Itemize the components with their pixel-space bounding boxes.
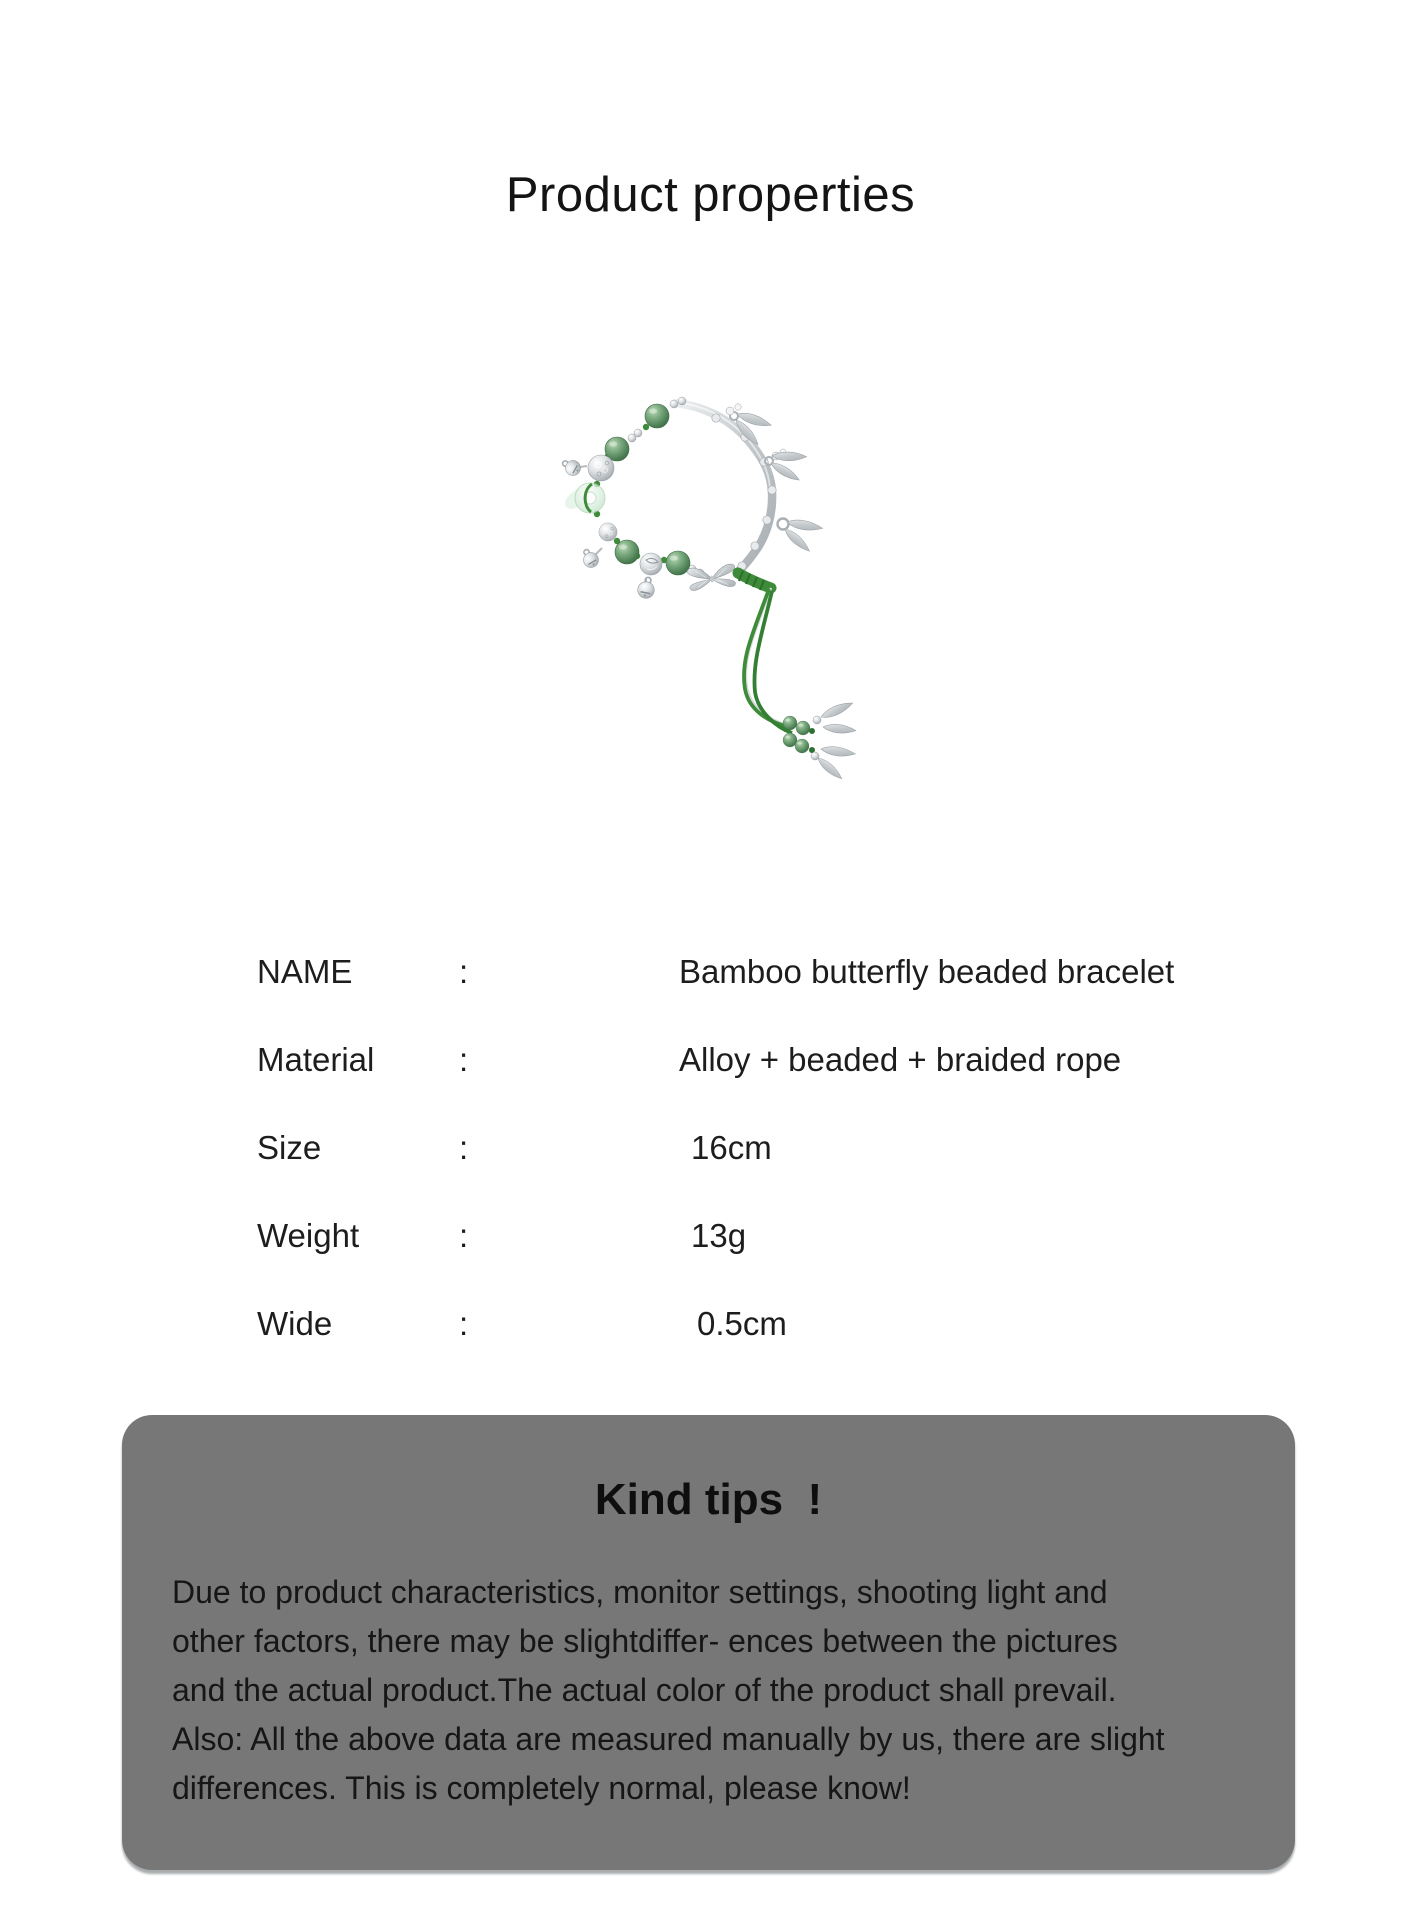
property-row xyxy=(257,1016,1237,1104)
property-row xyxy=(257,1280,1237,1368)
property-value: 16cm xyxy=(691,1129,772,1166)
tassel-end-beads-icon xyxy=(783,716,821,760)
bamboo-bar-icon xyxy=(676,402,776,573)
property-label: Size xyxy=(257,1129,322,1166)
property-separator: : xyxy=(459,1217,469,1254)
property-row xyxy=(257,1192,1237,1280)
property-row xyxy=(257,1104,1237,1192)
product-photo xyxy=(540,390,870,790)
property-row xyxy=(257,928,1237,1016)
kind-tips-line: differences. This is completely normal, please know! xyxy=(172,1770,911,1806)
kind-tips-text xyxy=(172,1568,1255,1813)
tassel xyxy=(738,571,856,782)
property-label: Material xyxy=(257,1041,375,1078)
filigree-ball-small-icon xyxy=(599,523,617,541)
kind-tips-line: Also: All the above data are measured manually by us, there are slight xyxy=(172,1721,1165,1757)
ornate-bead-icon xyxy=(640,553,662,575)
property-separator: : xyxy=(459,953,469,990)
bamboo-leaf-charms-icon xyxy=(726,404,823,555)
kind-tips-line: Due to product characteristics, monitor settings, shooting light and xyxy=(172,1574,1108,1610)
bracelet-illustration xyxy=(540,390,870,790)
property-separator: : xyxy=(459,1305,469,1342)
beaded-chain xyxy=(559,397,737,600)
property-value: Bamboo butterfly beaded bracelet xyxy=(679,953,1175,990)
kind-tips-line: and the actual product.The actual color of the product shall prevail. xyxy=(172,1672,1117,1708)
property-separator: : xyxy=(459,1041,469,1078)
property-label: Weight xyxy=(257,1217,360,1254)
filigree-ball-icon xyxy=(588,455,614,481)
kind-tips-box xyxy=(122,1415,1295,1870)
kind-tips-line: other factors, there may be slightdiffer- ences between the pictures xyxy=(172,1623,1118,1659)
kind-tips-title: Kind tips ! xyxy=(594,1475,823,1524)
property-label: NAME xyxy=(257,953,353,990)
tassel-leaf-charms-icon xyxy=(816,700,857,782)
glass-donut-icon xyxy=(561,483,605,513)
property-value: Alloy + beaded + braided rope xyxy=(679,1041,1122,1078)
property-value: 0.5cm xyxy=(697,1305,787,1342)
property-label: Wide xyxy=(257,1305,333,1342)
page-title: Product properties xyxy=(505,167,916,222)
property-separator: : xyxy=(459,1129,469,1166)
property-value: 13g xyxy=(691,1217,747,1254)
properties-list xyxy=(257,928,1237,1368)
